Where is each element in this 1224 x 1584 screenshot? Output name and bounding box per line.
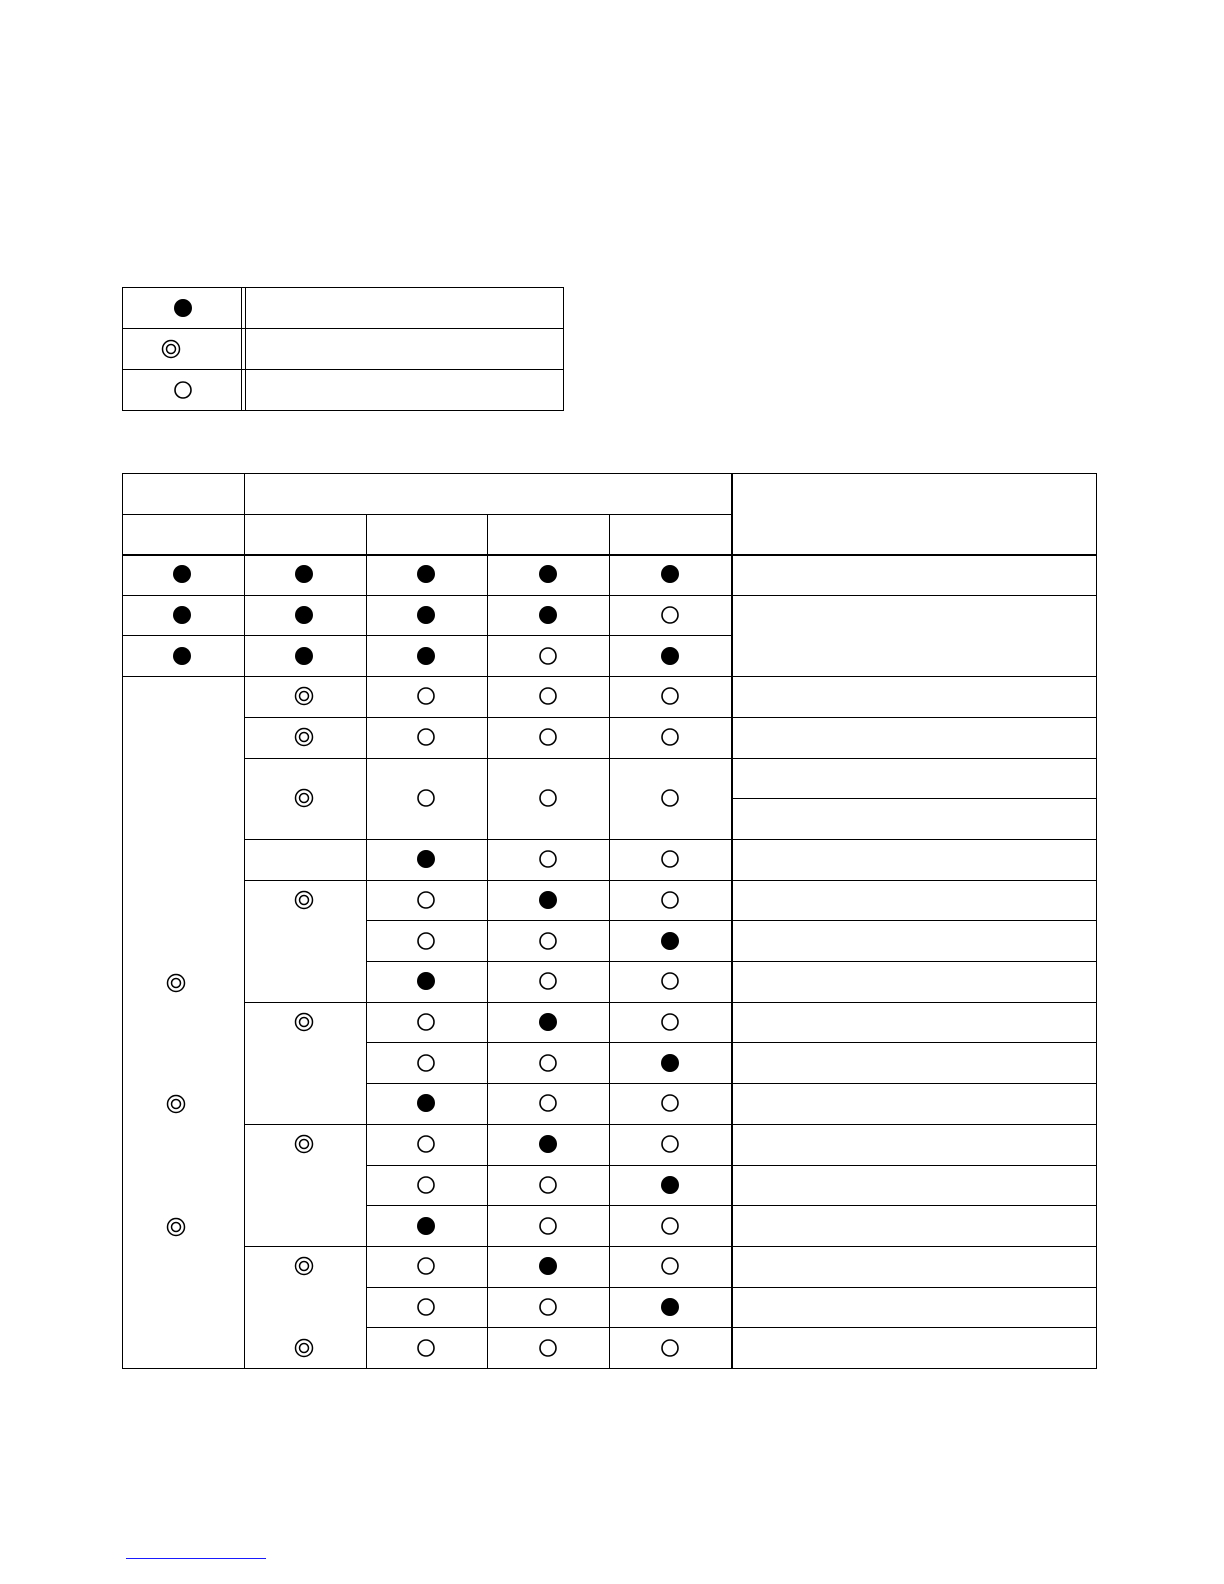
filled-circle-icon: [537, 1011, 559, 1033]
matrix-row-rule: [731, 1083, 1096, 1084]
matrix-row-rule: [366, 1042, 731, 1043]
open-circle-icon: [537, 1296, 559, 1318]
matrix-row-rule: [244, 880, 366, 881]
open-circle-icon: [415, 1337, 437, 1359]
open-circle-icon: [659, 889, 681, 911]
matrix-row-rule: [366, 920, 731, 921]
filled-circle-icon: [171, 604, 193, 626]
open-circle-icon: [659, 1133, 681, 1155]
open-circle-icon: [537, 848, 559, 870]
matrix-row-rule: [731, 920, 1096, 921]
matrix-row-rule: [366, 1205, 731, 1206]
matrix-row-rule: [244, 1002, 366, 1003]
open-circle-icon: [537, 1215, 559, 1237]
open-circle-icon: [659, 604, 681, 626]
footnote-separator: [126, 1558, 266, 1559]
open-circle-icon: [659, 685, 681, 707]
matrix-row-rule: [366, 1246, 731, 1247]
double-circle-icon: [293, 787, 315, 809]
matrix-row-rule: [244, 595, 366, 596]
matrix-row-rule: [366, 1124, 731, 1125]
double-circle-icon: [293, 726, 315, 748]
filled-circle-icon: [171, 563, 193, 585]
double-circle-icon: [165, 1216, 187, 1238]
matrix-border: [122, 473, 1097, 474]
filled-circle-icon: [172, 297, 194, 319]
filled-circle-icon: [537, 563, 559, 585]
filled-circle-icon: [415, 970, 437, 992]
matrix-row-rule: [366, 1083, 731, 1084]
legend-divider: [241, 287, 242, 411]
matrix-row-rule: [366, 880, 731, 881]
open-circle-icon: [537, 1052, 559, 1074]
open-circle-icon: [659, 1092, 681, 1114]
filled-circle-icon: [415, 604, 437, 626]
double-circle-icon: [293, 685, 315, 707]
open-circle-icon: [537, 685, 559, 707]
open-circle-icon: [415, 889, 437, 911]
matrix-row-rule: [366, 758, 731, 759]
open-circle-icon: [659, 970, 681, 992]
matrix-row-rule: [366, 1327, 731, 1328]
matrix-row-rule: [731, 961, 1096, 962]
filled-circle-icon: [537, 1133, 559, 1155]
matrix-row-rule: [366, 961, 731, 962]
open-circle-icon: [537, 787, 559, 809]
matrix-header-rule: [122, 514, 731, 515]
matrix-row-rule: [366, 1165, 731, 1166]
open-circle-icon: [415, 1052, 437, 1074]
filled-circle-icon: [293, 604, 315, 626]
filled-circle-icon: [659, 1174, 681, 1196]
matrix-row-rule: [366, 595, 731, 596]
matrix-row-rule: [731, 798, 1096, 799]
double-circle-icon: [293, 889, 315, 911]
open-circle-icon: [659, 1255, 681, 1277]
legend-border: [122, 287, 123, 411]
open-circle-icon: [537, 1337, 559, 1359]
matrix-row-rule: [366, 676, 731, 677]
open-circle-icon: [659, 1337, 681, 1359]
matrix-row-rule: [244, 758, 366, 759]
open-circle-icon: [659, 1011, 681, 1033]
matrix-row-rule: [731, 1205, 1096, 1206]
matrix-row-rule: [122, 676, 244, 677]
matrix-row-rule: [122, 635, 244, 636]
open-circle-icon: [415, 726, 437, 748]
matrix-row-rule: [731, 1246, 1096, 1247]
matrix-row-rule: [244, 635, 366, 636]
filled-circle-icon: [415, 563, 437, 585]
matrix-row-rule: [366, 1002, 731, 1003]
legend-border: [563, 287, 564, 411]
open-circle-icon: [415, 1255, 437, 1277]
filled-circle-icon: [659, 563, 681, 585]
open-circle-icon: [172, 379, 194, 401]
legend-row-rule: [122, 410, 563, 411]
filled-circle-icon: [415, 645, 437, 667]
matrix-border: [1096, 473, 1097, 1369]
open-circle-icon: [659, 787, 681, 809]
matrix-row-rule: [731, 1165, 1096, 1166]
open-circle-icon: [659, 726, 681, 748]
open-circle-icon: [537, 726, 559, 748]
double-circle-icon: [293, 1255, 315, 1277]
open-circle-icon: [415, 1174, 437, 1196]
legend-divider: [245, 287, 246, 411]
legend-row-rule: [122, 328, 563, 329]
matrix-row-rule: [731, 839, 1096, 840]
double-circle-icon: [160, 338, 182, 360]
filled-circle-icon: [659, 1296, 681, 1318]
filled-circle-icon: [293, 563, 315, 585]
matrix-row-rule: [244, 1124, 366, 1125]
matrix-header-rule: [244, 473, 245, 554]
matrix-row-rule: [731, 676, 1096, 677]
filled-circle-icon: [171, 645, 193, 667]
matrix-header-rule: [609, 514, 610, 554]
double-circle-icon: [165, 1093, 187, 1115]
open-circle-icon: [415, 1296, 437, 1318]
filled-circle-icon: [293, 645, 315, 667]
open-circle-icon: [537, 645, 559, 667]
matrix-row-rule: [244, 1246, 366, 1247]
matrix-row-rule: [366, 1287, 731, 1288]
open-circle-icon: [537, 930, 559, 952]
matrix-row-rule: [366, 635, 731, 636]
filled-circle-icon: [537, 1255, 559, 1277]
double-circle-icon: [165, 972, 187, 994]
matrix-row-rule: [731, 595, 1096, 596]
filled-circle-icon: [537, 604, 559, 626]
matrix-row-rule: [366, 717, 731, 718]
open-circle-icon: [537, 1092, 559, 1114]
matrix-border: [122, 1368, 1097, 1369]
legend-border: [122, 287, 563, 288]
matrix-row-rule: [244, 717, 366, 718]
filled-circle-icon: [659, 645, 681, 667]
matrix-row-rule: [244, 676, 366, 677]
matrix-row-rule: [731, 1287, 1096, 1288]
open-circle-icon: [415, 1133, 437, 1155]
open-circle-icon: [415, 930, 437, 952]
double-circle-icon: [293, 1337, 315, 1359]
legend-row-rule: [122, 369, 563, 370]
double-circle-icon: [293, 1011, 315, 1033]
matrix-row-rule: [731, 758, 1096, 759]
open-circle-icon: [537, 970, 559, 992]
matrix-row-rule: [731, 717, 1096, 718]
filled-circle-icon: [659, 930, 681, 952]
open-circle-icon: [415, 787, 437, 809]
filled-circle-icon: [415, 848, 437, 870]
double-circle-icon: [293, 1133, 315, 1155]
filled-circle-icon: [537, 889, 559, 911]
matrix-border: [122, 473, 123, 1369]
filled-circle-icon: [415, 1215, 437, 1237]
matrix-header-rule: [366, 514, 367, 554]
matrix-header-rule: [487, 514, 488, 554]
open-circle-icon: [415, 1011, 437, 1033]
matrix-row-rule: [731, 1002, 1096, 1003]
open-circle-icon: [415, 685, 437, 707]
matrix-row-rule: [731, 1327, 1096, 1328]
filled-circle-icon: [659, 1052, 681, 1074]
matrix-row-rule: [731, 880, 1096, 881]
filled-circle-icon: [415, 1092, 437, 1114]
matrix-row-rule: [122, 595, 244, 596]
matrix-row-rule: [731, 1042, 1096, 1043]
open-circle-icon: [659, 848, 681, 870]
matrix-row-rule: [244, 839, 366, 840]
open-circle-icon: [537, 1174, 559, 1196]
open-circle-icon: [659, 1215, 681, 1237]
matrix-row-rule: [366, 839, 731, 840]
matrix-row-rule: [731, 1124, 1096, 1125]
